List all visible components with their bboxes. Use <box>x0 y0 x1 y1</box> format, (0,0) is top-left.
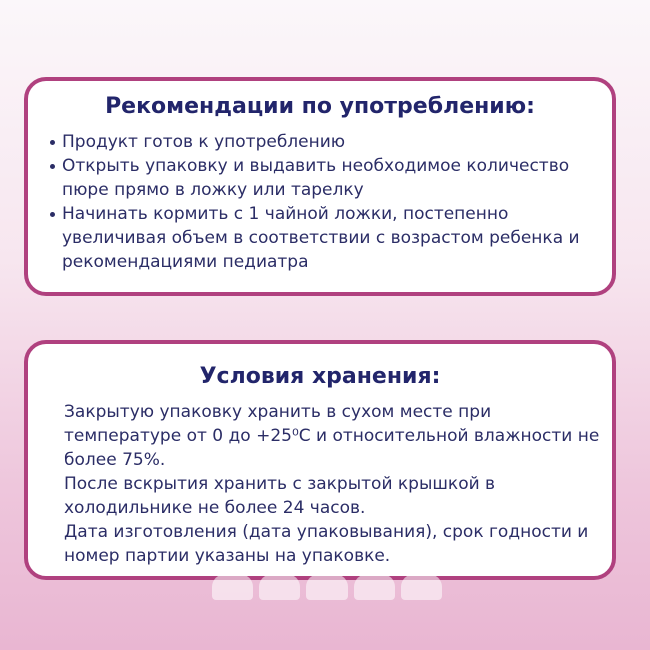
usage-list <box>28 130 612 274</box>
watermark-shape <box>306 574 347 600</box>
usage-card <box>24 77 616 296</box>
watermark-shape <box>354 574 395 600</box>
storage-paragraph: Дата изготовления (дата упаковывания), срок годности и номер партии указаны на упаковке. <box>64 522 589 566</box>
usage-item: Продукт готов к употреблению <box>62 130 602 154</box>
usage-title: Рекомендации по употреблению: <box>105 94 535 119</box>
storage-paragraph: После вскрытия хранить с закрытой крышкой в холодильнике не более 24 часов. <box>64 474 496 518</box>
usage-item: Начинать кормить с 1 чайной ложки, постепенно увеличивая объем в соответствии с возрастом ребенка и рекомендациями педиатра <box>62 202 602 274</box>
watermark-logo <box>212 574 442 604</box>
storage-paragraph: Закрытую упаковку хранить в сухом месте при температуре от 0 до +25⁰С и относительной влажности не более 75%. <box>64 402 600 470</box>
storage-card <box>24 340 616 580</box>
watermark-shape <box>212 574 253 600</box>
watermark-shape <box>401 574 442 600</box>
storage-title: Условия хранения: <box>199 364 441 389</box>
usage-item: Открыть упаковку и выдавить необходимое количество пюре прямо в ложку или тарелку <box>62 154 602 202</box>
storage-text <box>28 400 612 568</box>
watermark-shape <box>259 574 300 600</box>
